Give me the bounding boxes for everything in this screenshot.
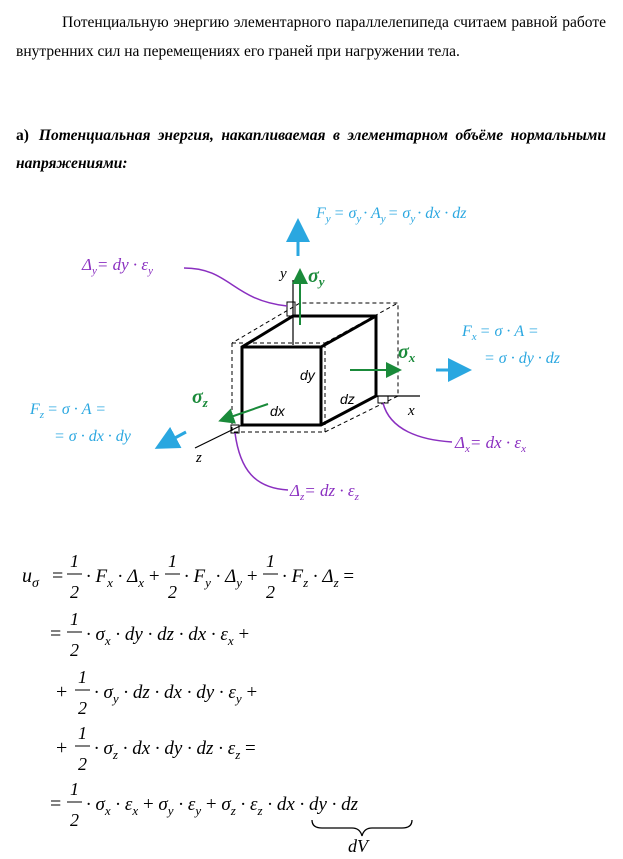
axis-z-label: z bbox=[196, 450, 202, 466]
svg-text:=: = bbox=[50, 793, 62, 815]
svg-text:· σz · dx · dy · dz · εz =: · $\sigma_z$ · dx · dy · dz · $\varepsilon_z$ = bbox=[94, 738, 256, 762]
force-x-label: $F_x = \sigma \cdot A$ = bbox=[462, 323, 539, 343]
svg-text:1: 1 bbox=[168, 551, 177, 571]
axis-x-label: x bbox=[408, 403, 415, 419]
fraction-3 bbox=[263, 551, 278, 602]
svg-text:· Fy · Δy +: · $F_y \cdot \Delta_y$ + bbox=[184, 566, 258, 590]
intro-paragraph bbox=[16, 8, 606, 66]
edge-dy-label: dy bbox=[300, 367, 315, 383]
sigma-x-label: $\sigma_x$ bbox=[398, 341, 416, 365]
svg-text:2: 2 bbox=[266, 582, 275, 602]
delta-z-label: $\Delta_z=$ dz · $\varepsilon_z$ bbox=[290, 481, 359, 503]
force-y-label: $F_y = \sigma_y \cdot A_y = \sigma_y$ · dx · dz bbox=[316, 205, 467, 225]
tick-x bbox=[378, 396, 388, 403]
delta-x-label: $\Delta_x=$ dx · $\varepsilon_x$ bbox=[455, 433, 526, 455]
fraction-7 bbox=[67, 779, 82, 830]
delta-z-leader bbox=[235, 433, 288, 490]
svg-text:2: 2 bbox=[70, 810, 79, 830]
fraction-2 bbox=[165, 551, 180, 602]
svg-text:+: + bbox=[56, 737, 68, 759]
intro-text: Потенциальную энергию элементарного параллелепипеда считаем равной работе внутренних сил на перемещениях его граней при нагружении тела. bbox=[16, 14, 606, 60]
force-z-line2: = σ · dx · dy bbox=[54, 428, 131, 445]
section-title: Потенциальная энергия, накапливаемая в элементарном объёме нормальными напряжениями: bbox=[16, 127, 606, 172]
tick-y bbox=[287, 302, 295, 316]
underbrace bbox=[312, 820, 412, 836]
svg-text:· σx · εx + σy · εy + σz · εz: · $\sigma_x \cdot \varepsilon_x + \sigma_y \cdot \varepsilon_y + \sigma_z \cdot \varepsilon_z$ · dx · dy · dz bbox=[86, 794, 359, 818]
svg-text:· Fx · Δx +: · $F_x \cdot \Delta_x$ + bbox=[86, 566, 160, 590]
eq-lhs: $u_\sigma$ bbox=[22, 565, 39, 591]
section-heading bbox=[16, 122, 606, 178]
delta-y-leader bbox=[184, 268, 287, 306]
svg-text:2: 2 bbox=[78, 698, 87, 718]
svg-text:1: 1 bbox=[70, 609, 79, 629]
svg-text:1: 1 bbox=[78, 723, 87, 743]
delta-y-label: $\Delta_y=$ dy · $\varepsilon_y$ bbox=[82, 255, 153, 277]
sigma-y-label: $\sigma_y$ bbox=[308, 265, 325, 289]
force-x-line2: = σ · dy · dz bbox=[484, 350, 561, 367]
svg-text:2: 2 bbox=[78, 754, 87, 774]
svg-text:=: = bbox=[50, 623, 62, 645]
svg-text:2: 2 bbox=[70, 582, 79, 602]
parallelepiped-diagram bbox=[0, 190, 623, 510]
energy-equation bbox=[0, 520, 623, 859]
svg-text:+: + bbox=[56, 681, 68, 703]
dv-label: dV bbox=[348, 836, 368, 856]
force-z-label: $F_z = \sigma \cdot A$ = bbox=[30, 401, 107, 421]
force-z-arrow bbox=[160, 432, 186, 446]
svg-text:1: 1 bbox=[70, 779, 79, 799]
edge-dx-label: dx bbox=[270, 403, 285, 419]
svg-text:· σx · dy · dz · dx · εx +: · $\sigma_x$ · dy · dz · dx · $\varepsilon_x$ + bbox=[86, 624, 250, 648]
section-label: а) bbox=[16, 127, 29, 144]
svg-text:1: 1 bbox=[78, 667, 87, 687]
svg-text:1: 1 bbox=[70, 551, 79, 571]
fraction-5 bbox=[75, 667, 90, 718]
edge-dz-label: dz bbox=[340, 391, 355, 407]
svg-text:2: 2 bbox=[70, 640, 79, 660]
axis-y-label: y bbox=[280, 266, 287, 282]
svg-text:· Fz · Δz =: · $F_z \cdot \Delta_z$ = bbox=[282, 566, 355, 590]
svg-text:1: 1 bbox=[266, 551, 275, 571]
svg-text:2: 2 bbox=[168, 582, 177, 602]
sigma-z-label: $\sigma_z$ bbox=[192, 386, 208, 410]
eq-eq1: = bbox=[52, 565, 64, 587]
fraction-4 bbox=[67, 609, 82, 660]
svg-text:· σy · dz · dx · dy · εy +: · $\sigma_y$ · dz · dx · dy · $\varepsilon_y$ + bbox=[94, 682, 258, 706]
sigma-z-arrow bbox=[222, 404, 268, 420]
fraction-6 bbox=[75, 723, 90, 774]
delta-x-leader bbox=[383, 403, 452, 442]
deformed-outline bbox=[232, 303, 398, 432]
fraction-1 bbox=[67, 551, 82, 602]
